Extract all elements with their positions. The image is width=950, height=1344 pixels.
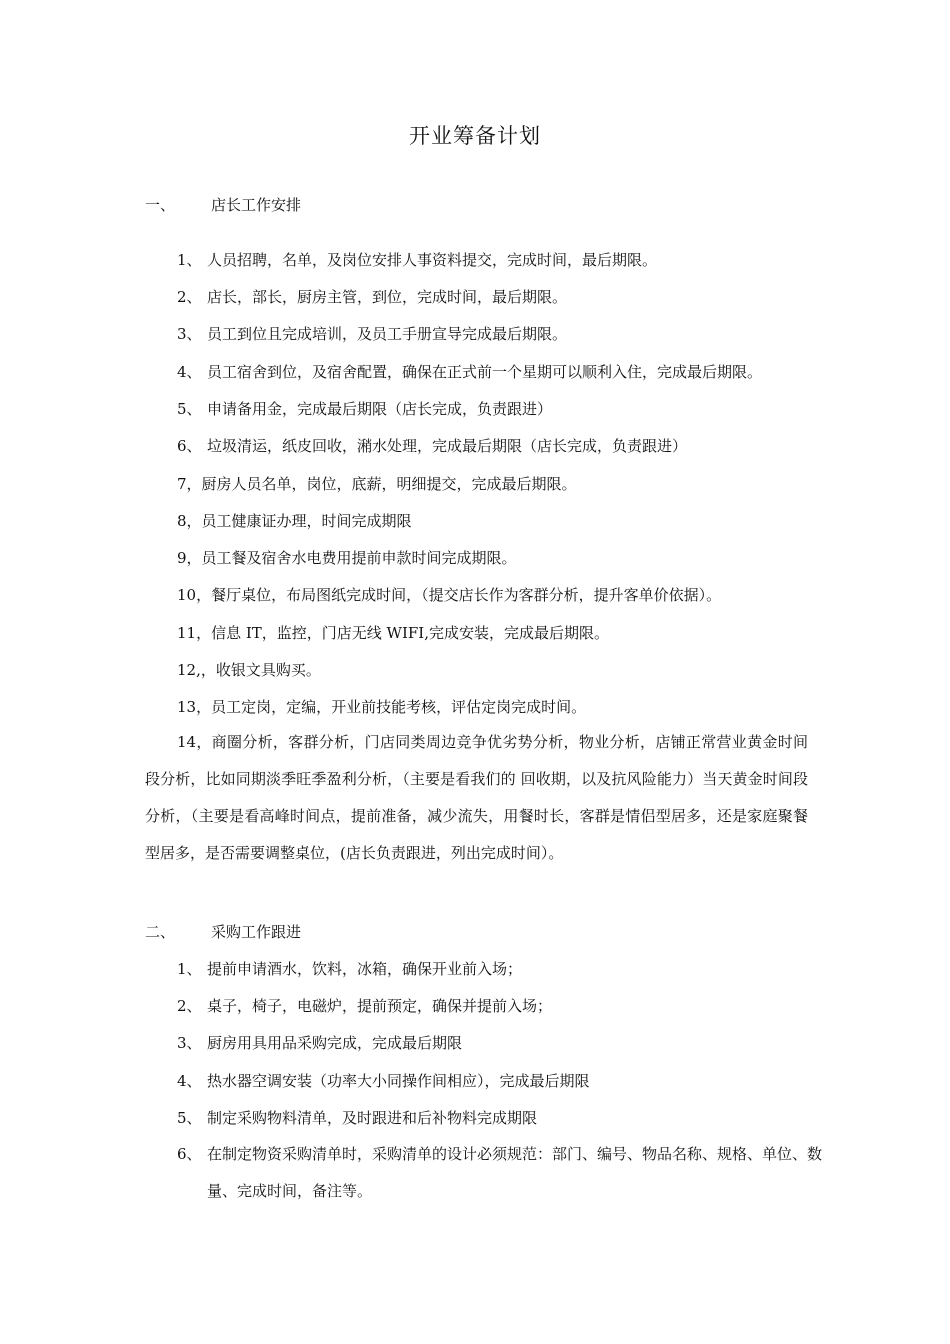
list-item <box>177 1070 590 1091</box>
list-item <box>177 286 567 307</box>
item-text: 7，厨房人员名单，岗位，底薪，明细提交，完成最后期限。 <box>177 475 577 493</box>
list-item <box>177 1136 838 1210</box>
list-item <box>177 659 321 680</box>
item-text: 制定采购物料清单，及时跟进和后补物料完成期限 <box>207 1109 538 1127</box>
item-text: 13，员工定岗，定编，开业前技能考核，评估定岗完成时间。 <box>177 698 587 716</box>
list-item <box>177 435 687 456</box>
list-item <box>177 1032 462 1053</box>
list-item <box>177 958 522 979</box>
section-title: 采购工作跟进 <box>211 923 302 941</box>
item-number: 4、 <box>177 1072 202 1090</box>
document-title: 开业筹备计划 <box>409 124 541 148</box>
section-1-heading <box>145 194 301 215</box>
list-item <box>177 622 609 643</box>
list-item <box>177 398 552 419</box>
list-item <box>177 510 412 531</box>
item-text: 厨房用具用品采购完成，完成最后期限 <box>207 1034 463 1052</box>
paragraph-item-14: 14，商圈分析，客群分析，门店同类周边竞争优劣势分析，物业分析，店铺正常营业黄金时间段分析，比如同期淡季旺季盈利分析，（主要是看我们的 回收期，以及抗风险能力）当天黄金时间段分析，（主要是看高峰时间点，提前准备，减少流失，用餐时长，客群是情侣型居多，还是家庭聚餐型居多，是否需要调整桌位，(店长负责跟进，列出完成时间）。 <box>145 733 808 862</box>
section-2-heading <box>145 921 301 942</box>
item-text: 垃圾清运，纸皮回收，潲水处理，完成最后期限（店长完成，负责跟进） <box>207 437 688 455</box>
item-number: 5、 <box>177 400 202 418</box>
list-item <box>177 249 657 270</box>
list-item <box>177 696 586 717</box>
item-number: 4、 <box>177 363 202 381</box>
item-number: 6、 <box>177 437 202 455</box>
item-number: 2、 <box>177 997 202 1015</box>
item-text: 11，信息 IT，监控，门店无线 WIFI,完成安装，完成最后期限。 <box>177 624 609 642</box>
item-text: 提前申请酒水，饮料，冰箱，确保开业前入场； <box>207 960 523 978</box>
item-text: 12,，收银文具购买。 <box>177 661 321 679</box>
section-number: 二、 <box>145 923 176 941</box>
item-text: 10，餐厅桌位，布局图纸完成时间，（提交店长作为客群分析，提升客单价依据）。 <box>177 586 722 604</box>
item-number: 3、 <box>177 325 202 343</box>
item-text: 人员招聘，名单，及岗位安排人事资料提交，完成时间，最后期限。 <box>207 251 658 269</box>
item-text: 员工到位且完成培训，及员工手册宣导完成最后期限。 <box>207 325 568 343</box>
item-number: 5、 <box>177 1109 202 1127</box>
item-number: 3、 <box>177 1034 202 1052</box>
list-item <box>177 995 552 1016</box>
list-item <box>177 361 762 382</box>
list-item <box>177 323 567 344</box>
section-number: 一、 <box>145 196 176 214</box>
item-text: 店长，部长，厨房主管，到位，完成时间，最后期限。 <box>207 288 568 306</box>
item-number: 1、 <box>177 960 202 978</box>
item-text: 9，员工餐及宿舍水电费用提前申款时间完成期限。 <box>177 549 517 567</box>
item-number: 2、 <box>177 288 202 306</box>
list-item <box>177 547 517 568</box>
item-text: 员工宿舍到位，及宿舍配置，确保在正式前一个星期可以顺利入住，完成最后期限。 <box>207 363 763 381</box>
list-item <box>177 473 577 494</box>
item-text: 申请备用金，完成最后期限（店长完成，负责跟进） <box>207 400 553 418</box>
list-item <box>177 584 721 605</box>
item-text: 8，员工健康证办理，时间完成期限 <box>177 512 412 530</box>
item-text: 在制定物资采购清单时，采购清单的设计必须规范：部门、编号、物品名称、规格、单位、数量、完成时间，备注等。 <box>207 1145 823 1200</box>
item-text: 热水器空调安装（功率大小同操作间相应），完成最后期限 <box>207 1072 590 1090</box>
list-item <box>177 1107 537 1128</box>
item-text: 桌子，椅子，电磁炉，提前预定，确保并提前入场； <box>207 997 553 1015</box>
item-number: 1、 <box>177 251 202 269</box>
section-title: 店长工作安排 <box>211 196 302 214</box>
item-number: 6、 <box>177 1145 202 1163</box>
